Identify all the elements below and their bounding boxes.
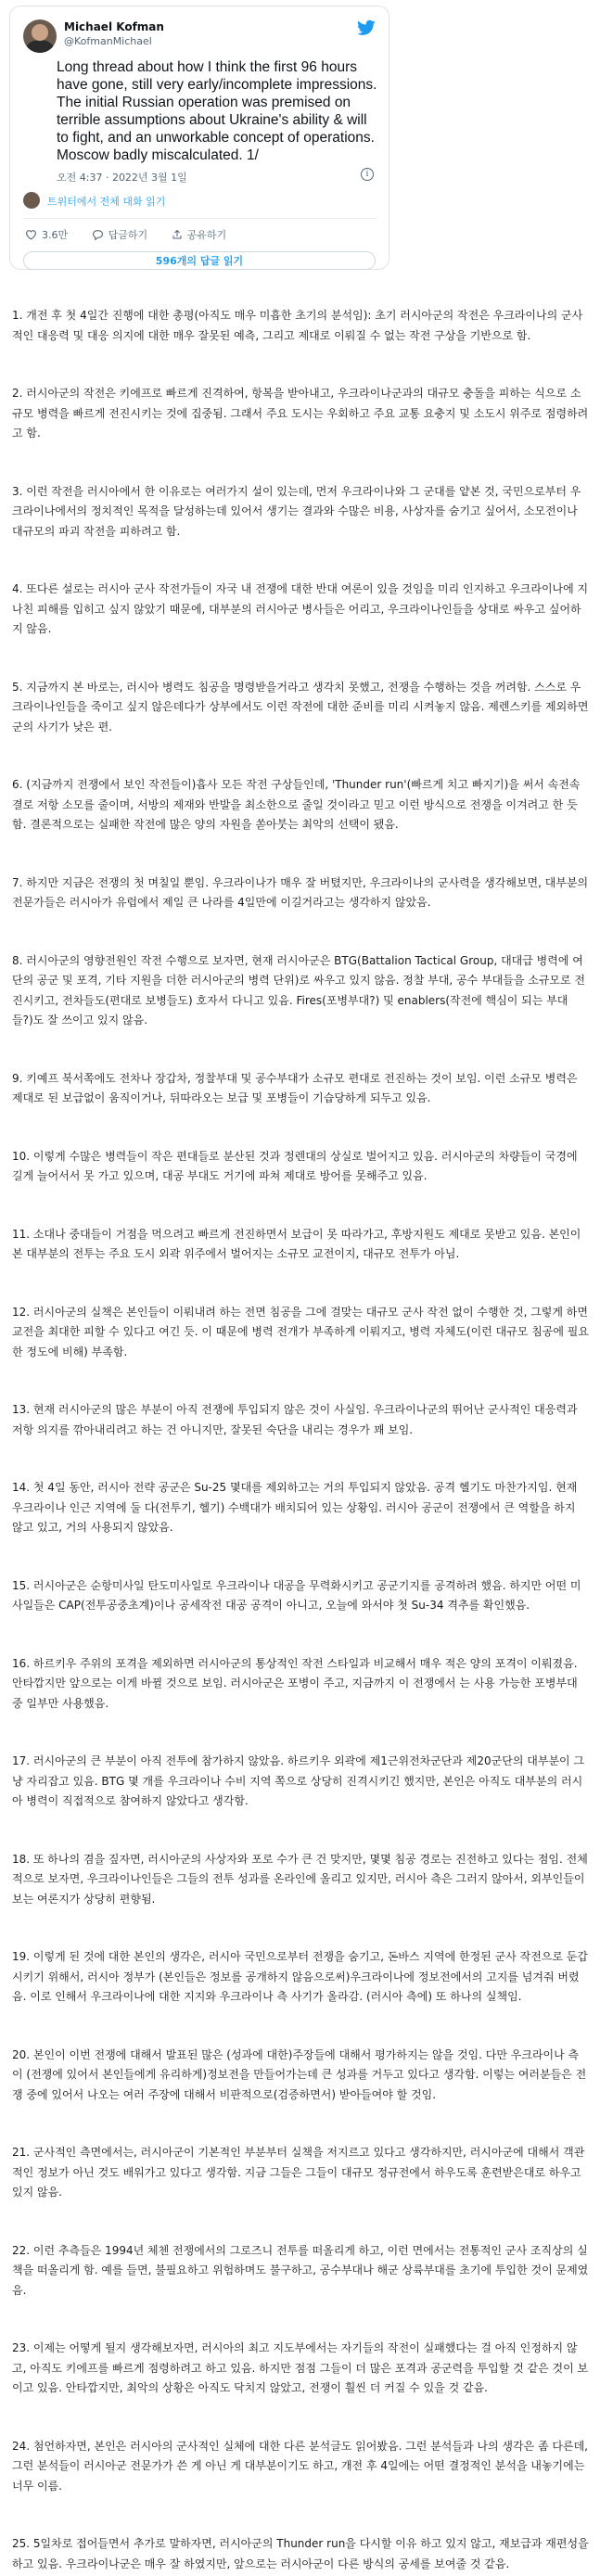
thread-paragraph-4: 4. 또다른 설로는 러시아 군사 작전가들이 자국 내 전쟁에 대한 반대 여론이 있을 것임을 미리 인지하고 우크라이나에 지나친 피해를 입히고 싶지 않았기 때문에, 대부분의 러시아군 병사들은 어리고, 우크라이나인들을 상대로 싸우고 싶어하지 않음.: [12, 582, 589, 635]
reply-button[interactable]: [92, 227, 148, 242]
thread-paragraph-22: 22. 이런 추측들은 1994년 체첸 전쟁에서의 그로즈니 전투를 떠올리게 하고, 이런 면에서는 전통적인 군사 조직상의 실책을 떠올리게 함. 예를 들면, 불필요하고 위험하며도 불구하고, 공수부대나 해군 상륙부대를 초기에 투입한 것이 문제였음.: [12, 2243, 589, 2297]
thread-paragraph-12: 12. 러시아군의 실책은 본인들이 이뤄내려 하는 전면 침공을 그에 걸맞는 대규모 군사 작전 없이 수행한 것, 그렇게 하면 교전을 최대한 피할 수 있다고 여긴 듯. 이 때문에 병력 전개가 부족하게 이뤄지고, 병력 자체도(이런 대규모 침공에 필요한 정도에 비해) 부족함.: [12, 1305, 589, 1358]
thread-paragraph-2: 2. 러시아군의 작전은 키에프로 빠르게 진격하여, 항복을 받아내고, 우크라이나군과의 대규모 충돌을 피하는 식으로 소규모 병력을 빠르게 전진시키는 것에 집중됨. 그래서 주요 도시는 우회하고 주요 교통 요충지 및 소도시 위주로 점령하려고 함.: [12, 387, 589, 440]
share-button[interactable]: [172, 227, 227, 242]
thread-paragraph-19: 19. 이렇게 된 것에 대한 본인의 생각은, 러시아 국민으로부터 전쟁을 숨기고, 돈바스 지역에 한정된 군사 작전으로 둔갑시키기 위해서, 러시아 정부가 (본인들은 정보를 공개하지 않음으로써)우크라이나에 정보전에서의 고지를 넘겨줘 버렸음. 이로 인해서 우크라이나에 대한 지지와 우크라이나 측 사기가 올라감. (러시아 측에) 또 하나의 실책임.: [12, 1950, 588, 2003]
author-avatar[interactable]: [23, 19, 57, 53]
thread-paragraph-8: 8. 러시아군의 영향전원인 작전 수행으로 보자면, 현재 러시아군은 BTG(Battalion Tactical Group, 대대급 병력에 여단의 공군 및 포격, 기타 지원을 더한 러시아군의 병력 단위)로 싸우고 있지 않음. 정찰 부대, 공수 부대들을 소규모로 전진시키고, 전차들도(편대로 보병들도) 호자서 다니고 있음. Fires(포병부대?) 및 enablers(작전에 핵심이 되는 부대들?)도 잘 쓰이고 있지 않음.: [12, 953, 586, 1027]
thread-paragraph-11: 11. 소대나 중대들이 거점을 먹으려고 빠르게 전진하면서 보급이 못 따라가고, 후방지원도 제대로 못받고 있음. 본인이 본 대부분의 전투는 주요 도시 외곽 위주에서 벌어지는 소규모 교전이지, 대규모 전투가 아님.: [12, 1227, 581, 1260]
thread-paragraph-17: 17. 러시아군의 큰 부분이 아직 전투에 참가하지 않았음. 하르키우 외곽에 제1근위전차군단과 제20군단의 대부분이 그냥 자리잡고 있음. BTG 몇 개를 우크라이나 수비 지역 쪽으로 상당히 진격시키긴 했지만, 본인은 아직도 대부분의 러시아 병력이 직접적으로 참여하지 않았다고 생각함.: [12, 1754, 585, 1807]
info-icon[interactable]: i: [361, 168, 374, 181]
thread-paragraph-5: 5. 지금까지 본 바로는, 러시아 병력도 침공을 명령받을거라고 생각치 못했고, 전쟁을 수행하는 것을 꺼려함. 스스로 우크라이나인들을 죽이고 싶지 않은데다가 상부에서도 이런 작전에 대한 준비를 미리 시켜놓지 않음. 제렌스키를 제외하면 군의 사기가 낮은 편.: [12, 680, 589, 733]
like-button[interactable]: [25, 227, 68, 242]
thread-paragraph-1: 1. 개전 후 첫 4일간 진행에 대한 총평(아직도 매우 미흡한 초기의 분석임): 초기 러시아군의 작전은 우크라이나의 군사적인 대응력 및 대응 의지에 대한 매우 잘못된 예측, 그리고 제대로 이뤄질 수 없는 작전 구상을 기반으로 함.: [12, 309, 583, 342]
thread-paragraph-24: 24. 첨언하자면, 본인은 러시아의 군사적인 실체에 대한 다른 분석글도 읽어봤음. 그런 분석들과 나의 생각은 좀 다른데, 그런 분석들이 러시아군 전문가가 쓴 게 아닌 게 대부분이기도 하고, 개전 후 4일에는 어떤 결정적인 분석을 내놓기에는 너무 이름.: [12, 2439, 588, 2493]
reply-label: 답글하기: [108, 229, 148, 241]
tweet-actions: [25, 227, 247, 244]
tweet-text: Long thread about how I think the first 96 hours have gone, still very early/incomplete impressions. The initial Russian operation was premised on terrible assumptions about Ukraine's ability & will to fight, and an unworkable concept of operations. Moscow badly miscalculated. 1/: [57, 59, 377, 163]
share-icon: [172, 229, 183, 240]
thread-paragraph-16: 16. 하르키우 주위의 포격을 제외하면 러시아군의 통상적인 작전 스타일과 비교해서 매우 적은 양의 포격이 이뤄졌음. 안타깝지만 앞으로는 이게 바뀔 것으로 보임. 러시아군은 포병이 주고, 지금까지 이 전쟁에서 는 사용 가능한 포병부대 중 일부만 사용했음.: [12, 1656, 578, 1710]
thread-paragraph-6: 6. (지금까지 전쟁에서 보인 작전들이)흡사 모든 작전 구상들인데, 'Thunder run'(빠르게 치고 빠지기)을 써서 속전속결로 저항 소모를 줄이며, 서방의 제재와 반발을 최소한으로 줄일 것이라고 믿고 이런 방식으로 전쟁을 이겨려고 한 듯 함. 결론적으로는 실패한 작전에 많은 양의 자원을 쏟아붓는 최악의 선택이 됐음.: [12, 778, 581, 831]
thread-paragraph-18: 18. 또 하나의 겸을 짚자면, 러시아군의 사상자와 포로 수가 큰 건 맞지만, 몇몇 침공 경로는 진전하고 있다는 점임. 전체적으로 보자면, 우크라이나인들은 그들의 전투 성과를 온라인에 올리고 있지만, 러시아 측은 그러지 않아서, 외부인들이 보는 여론지가 상당히 편향됨.: [12, 1852, 588, 1906]
author-handle[interactable]: @KofmanMichael: [64, 35, 152, 47]
thread-paragraph-3: 3. 이런 작전을 러시아에서 한 이유로는 여러가지 설이 있는데, 먼저 우크라이나와 그 군대를 얕본 것, 국민으로부터 우크라이나에서의 정치적인 목적을 달성하는데 있어서 생기는 결과와 수많은 비용, 사상자를 숨기고 싶어서, 소모전이나 대규모의 파괴 작전을 피하려고 함.: [12, 484, 581, 538]
thread-paragraph-9: 9. 키예프 북서쪽에도 전차나 장갑차, 정찰부대 및 공수부대가 소규모 편대로 전진하는 것이 보임. 이런 소규모 병력은 제대로 된 보급없이 움직이거나, 뒤따라오는 보급 및 포병들이 기습당하게 되두고 있음.: [12, 1071, 578, 1104]
twitter-bird-icon[interactable]: [357, 19, 376, 36]
divider: [23, 218, 376, 219]
translated-thread-body: [12, 306, 589, 2574]
thread-paragraph-13: 13. 현재 러시아군의 많은 부분이 아직 전쟁에 투입되지 않은 것이 사실임. 우크라이나군의 뛰어난 군사적인 대응력과 저항 의지를 깎아내리려고 하는 건 아니지만, 잘못된 숙단을 내리는 경우가 꽤 보임.: [12, 1403, 578, 1436]
thread-paragraph-25: 25. 5일차로 접어들면서 추가로 말하자면, 러시아군의 Thunder run을 다시할 이유 하고 있지 않고, 재보급과 재편성을 하고 있음. 우크라이나군은 매우 잘 하였지만, 앞으로는 러시아군이 다른 방식의 공세를 보여줄 것 같음.: [12, 2537, 589, 2570]
embedded-tweet-card[interactable]: [9, 6, 389, 270]
thread-paragraph-10: 10. 이렇게 수많은 병력들이 작은 편대들로 분산된 것과 정렌대의 상실로 벌어지고 있음. 러시아군의 차량들이 국경에 길게 늘어서서 못 가고 있으며, 대공 부대도 거기에 파쳐 제대로 방어를 못해주고 있음.: [12, 1149, 578, 1182]
heart-icon: [25, 229, 37, 240]
thread-paragraph-20: 20. 본인이 이번 전쟁에 대해서 발표된 많은 (성과에 대한)주장들에 대해서 평가하지는 않을 것임. 다만 우크라이나 측이 (전쟁에 있어서 본인들에게 유리하게)정보전을 만들어가는데 큰 성과를 거두고 있다고 생각함. 이렇는 여러분들은 전쟁 중에 있어서 나오는 여러 주장에 대해서 비판적으로(검증하면서) 받아들여야 할 것임.: [12, 2047, 587, 2101]
thread-paragraph-14: 14. 첫 4일 동안, 러시아 전략 공군은 Su-25 몇대를 제외하고는 거의 투입되지 않았음. 공격 헬기도 마찬가지임. 현재 우크라이나 인근 지역에 둘 다(전투기, 헬기) 수백대가 배치되어 있는 상황임. 러시아 공군이 전쟁에서 큰 역할을 하지 않고 있고, 거의 사용되지 않았음.: [12, 1481, 578, 1534]
read-full-conversation-link[interactable]: 트위터에서 전체 대화 읽기: [47, 196, 166, 208]
share-label: 공유하기: [186, 229, 227, 241]
read-replies-button[interactable]: 596개의 답글 읽기: [23, 251, 376, 270]
reply-icon: [92, 229, 104, 240]
tweet-timestamp[interactable]: 오전 4:37 · 2022년 3월 1일: [57, 172, 187, 184]
thread-link-row[interactable]: [23, 190, 376, 210]
thread-paragraph-21: 21. 군사적인 측면에서는, 러시아군이 기본적인 부분부터 실책을 저지르고 있다고 생각하지만, 러시아군에 대해서 객관적인 정보가 아닌 것도 배워가고 있다고 생각함. 지금 그들은 그들이 대규모 정규전에서 하우도록 훈련받은대로 하우고 있지 않음.: [12, 2146, 585, 2199]
thread-paragraph-15: 15. 러시아군은 순항미사일 탄도미사일로 우크라이나 대공을 무력화시키고 공군기지를 공격하려 했음. 하지만 어떤 미사일들은 CAP(전투공중초계)이나 공세작전 대공 공격이 아니고, 오늘에 와서야 첫 Su-34 격추를 확인했음.: [12, 1578, 581, 1612]
thread-avatar: [23, 192, 40, 209]
thread-paragraph-23: 23. 이제는 어떻게 될지 생각해보자면, 러시아의 최고 지도부에서는 자기들의 작전이 실패했다는 걸 아직 인정하지 않고, 아직도 키에프를 빠르게 점령하려고 하고 있음. 하지만 점점 그들이 더 많은 포격과 공군력을 투입할 것 같은 것이 보이고 있음. 안타깝지만, 최악의 상황은 아직도 닥치지 않았고, 전쟁이 훨씬 더 커질 수 있을 것 같음.: [12, 2341, 589, 2394]
like-count: 3.6만: [42, 229, 69, 241]
author-name[interactable]: Michael Kofman: [64, 20, 164, 33]
thread-paragraph-7: 7. 하지만 지금은 전쟁의 첫 며칠일 뿐임. 우크라이나가 매우 잘 버텼지만, 우크라이나의 군사력을 생각해보면, 대부분의 전문가들은 러시아가 유럽에서 제일 큰 나라를 4일만에 이길거라고는 생각하지 않았음.: [12, 875, 589, 909]
